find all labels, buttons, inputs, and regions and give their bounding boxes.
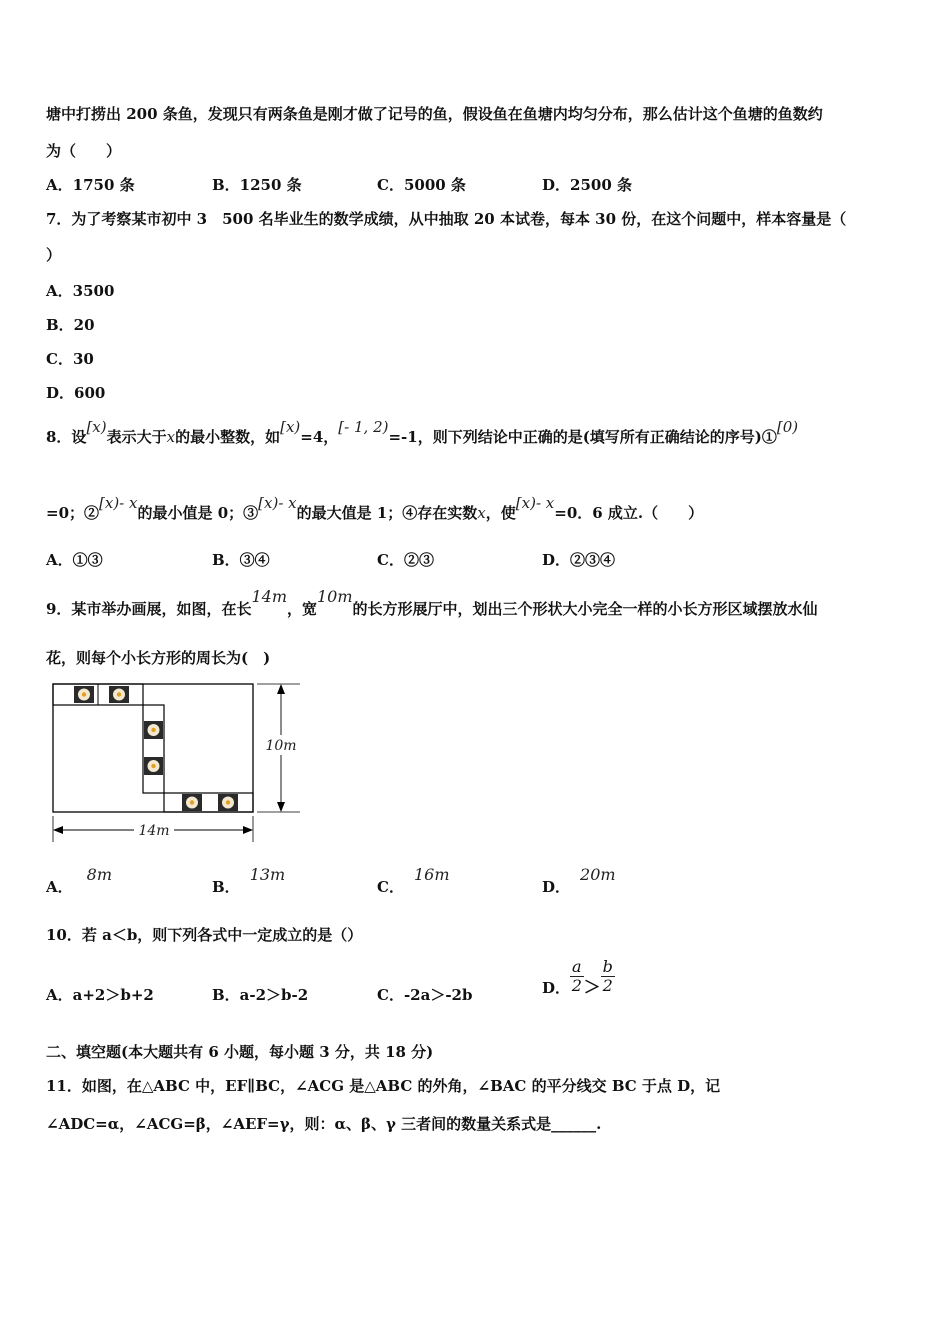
q9-option-b-label: B．: [212, 878, 240, 896]
q8-formula-neg: [- 1, 2): [338, 418, 389, 436]
q8-text-8: 的最大值是 1；④存在实数: [296, 504, 478, 522]
frac-num-a: a: [572, 957, 582, 976]
q8-option-b: B．③④: [212, 551, 270, 569]
q8-formula-example: [x): [280, 418, 301, 436]
q10-line1: 10．若 a＜b，则下列各式中一定成立的是（）: [46, 926, 363, 944]
q8-option-a: A．①③: [46, 551, 103, 569]
small-rect-bottom: [164, 793, 253, 812]
q10-option-c: C．-2a＞-2b: [377, 986, 473, 1004]
q9-option-d: [542, 865, 616, 897]
frac-den-2b: 2: [602, 976, 613, 995]
q8-option-d: D．②③④: [542, 551, 616, 569]
q9-option-c: [377, 865, 450, 897]
arrow-up-icon: [277, 684, 285, 694]
arrow-down-icon: [277, 802, 285, 812]
q9-option-a-value: 8m: [86, 865, 112, 884]
q8-text-2: 表示大于: [106, 428, 167, 446]
section2-heading: 二、填空题(本大题共有 6 小题，每小题 3 分，共 18 分): [46, 1043, 434, 1061]
q10-option-a: A．a+2＞b+2: [46, 986, 154, 1004]
q9-width: 10m: [317, 587, 353, 606]
q8-text-6: =0；②: [46, 504, 100, 522]
q9-option-a: [46, 865, 112, 897]
q8-text-9: ，使: [485, 504, 516, 522]
q6-option-a: A．1750 条: [46, 176, 135, 194]
q8-text-4: =4，: [300, 428, 339, 446]
q8-line1: [46, 418, 799, 447]
q9-option-c-label: C．: [377, 878, 404, 896]
flower-icon: [218, 794, 238, 811]
q6-line1: 塘中打捞出 200 条鱼，发现只有两条鱼是刚才做了记号的鱼，假设鱼在鱼塘内均匀分布，那么估计这个鱼塘的鱼数约: [46, 105, 823, 123]
q9-option-b-value: 13m: [249, 865, 286, 884]
q11-line1: 11．如图，在△ABC 中，EF∥BC，∠ACG 是△ABC 的外角，∠BAC 的平分线交 BC 于点 D，记: [46, 1077, 721, 1095]
q8-formula-diff-1: [x)- x: [99, 494, 138, 512]
q8-formula-ceil-x: [x): [86, 418, 107, 436]
greater-than: ＞: [583, 977, 601, 998]
q8-text-10: =0．6 成立.（ ）: [554, 504, 704, 522]
arrow-right-icon: [243, 826, 253, 834]
flower-icon: [74, 686, 94, 703]
q6-option-b: B．1250 条: [212, 176, 302, 194]
fraction-a-over-2: [570, 958, 584, 995]
q8-text-7: 的最小值是 0；③: [137, 504, 259, 522]
height-label: 10m: [265, 738, 297, 754]
q9-line1: [46, 587, 818, 619]
q8-text-3: 的最小整数，如: [175, 428, 281, 446]
q7-option-d: D．600: [46, 384, 106, 402]
q9-figure: [46, 675, 306, 845]
q9-option-d-label: D．: [542, 878, 571, 896]
q8-var-x2: x: [477, 504, 486, 522]
q8-option-c: C．②③: [377, 551, 434, 569]
q10-option-d-label: D．: [542, 978, 571, 997]
q9-text-1: 9．某市举办画展，如图，在长: [46, 600, 252, 618]
q6-option-c: C．5000 条: [377, 176, 466, 194]
q8-line2: [46, 494, 704, 523]
q7-line2: ）: [46, 246, 62, 264]
q10-option-d: [542, 957, 615, 998]
q6-line2: 为（ ）: [46, 142, 122, 160]
flower-icon: [144, 757, 163, 775]
q8-formula-diff-2: [x)- x: [258, 494, 297, 512]
q9-option-b: [212, 865, 286, 897]
q8-var-x: x: [166, 428, 176, 446]
small-rect-middle: [143, 705, 164, 793]
q9-text-2: ，宽: [286, 600, 317, 618]
q7-option-b: B．20: [46, 316, 95, 334]
q10-option-b: B．a-2＞b-2: [212, 986, 309, 1004]
q9-text-3: 的长方形展厅中，划出三个形状大小完全一样的小长方形区域摆放水仙: [352, 600, 818, 618]
q7-option-c: C．30: [46, 350, 94, 368]
q9-line2: 花，则每个小长方形的周长为( ): [46, 649, 271, 667]
width-label: 14m: [138, 823, 170, 839]
frac-den-2: 2: [571, 976, 582, 995]
fraction-b-over-2: [601, 958, 615, 995]
flower-icon: [109, 686, 129, 703]
q8-text-1: 8．设: [46, 428, 87, 446]
q6-option-d: D．2500 条: [542, 176, 632, 194]
q9-option-d-value: 20m: [580, 865, 616, 884]
q8-text-5: =-1，则下列结论中正确的是(填写所有正确结论的序号)①: [388, 428, 777, 446]
q8-formula-zero: [0): [776, 418, 799, 436]
q9-option-a-label: A．: [46, 878, 73, 896]
q9-length: 14m: [251, 587, 287, 606]
q7-line1: 7．为了考察某市初中 3 500 名毕业生的数学成绩，从中抽取 20 本试卷，每本 30 份，在这个问题中，样本容量是（: [46, 210, 847, 228]
flower-icon: [182, 794, 202, 811]
frac-num-b: b: [602, 957, 613, 976]
q7-option-a: A．3500: [46, 282, 115, 300]
q8-formula-diff-3: [x)- x: [515, 494, 555, 512]
flower-icon: [144, 721, 163, 739]
q9-option-c-value: 16m: [413, 865, 450, 884]
q11-line2: ∠ADC=α，∠ACG=β，∠AEF=γ，则：α、β、γ 三者间的数量关系式是______.: [46, 1115, 602, 1133]
arrow-left-icon: [53, 826, 63, 834]
